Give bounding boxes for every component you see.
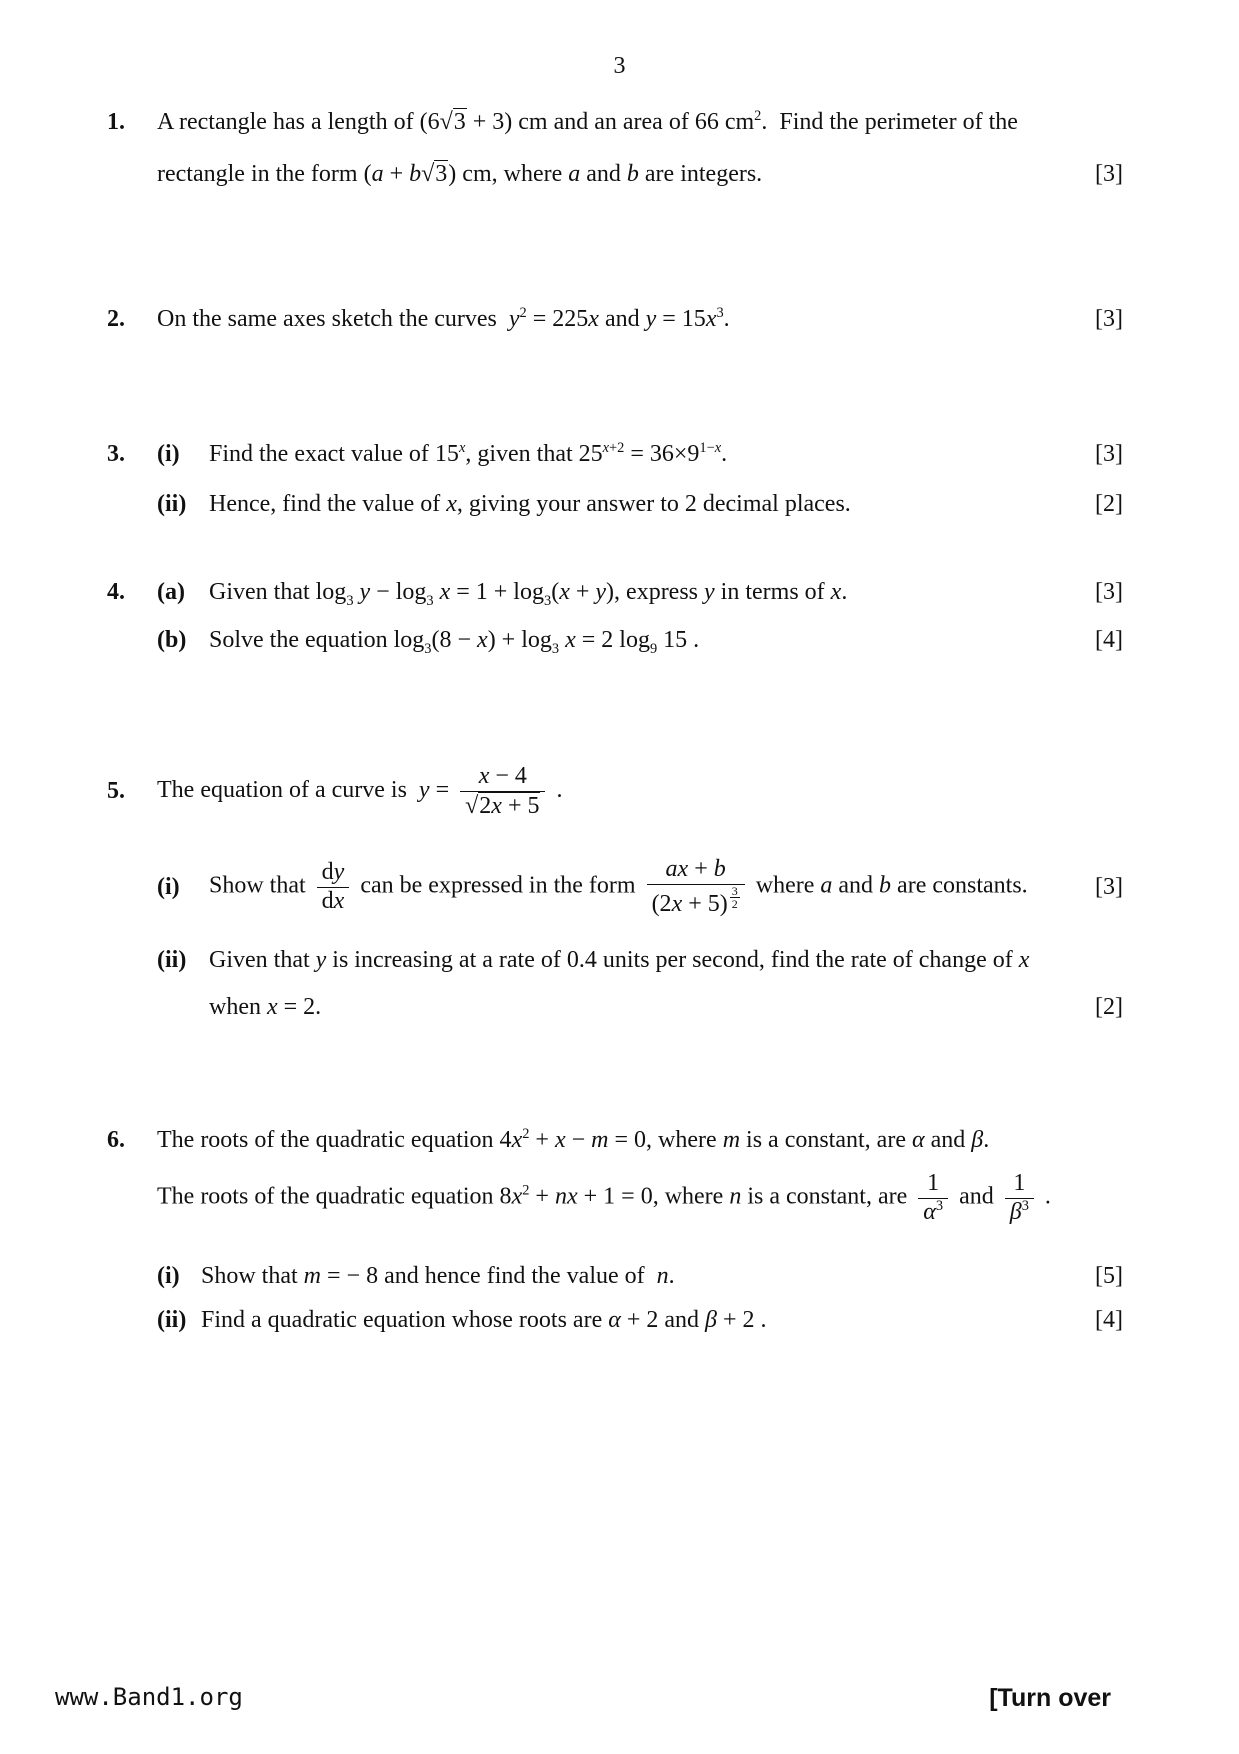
question-6-part-i-marks: [5] xyxy=(1095,1263,1123,1289)
question-3-part-ii xyxy=(107,488,1123,520)
question-3-part-ii-marks: [2] xyxy=(1095,491,1123,517)
question-5-part-ii-line-1 xyxy=(107,944,1123,976)
question-1-text-line-2: rectangle in the form (a + b√3) cm, where a and b are integers. xyxy=(157,161,763,187)
question-6-part-i xyxy=(107,1260,1123,1292)
question-4-part-b-text: Solve the equation $\log_3(8 - x) + \log_3 x = 2$ $\log_9 15$ . xyxy=(209,627,700,657)
question-3-part-ii-text: Hence, find the value of x, giving your answer to 2 decimal places. xyxy=(209,491,851,517)
question-1-line-1 xyxy=(107,106,1123,138)
question-4-part-a-label: (a) xyxy=(157,579,185,605)
question-2-number: 2. xyxy=(107,306,125,332)
question-6-part-i-label: (i) xyxy=(157,1263,180,1289)
question-6-part-ii-marks: [4] xyxy=(1095,1307,1123,1333)
question-6-intro-text-2: The roots of the quadratic equation $8x^2$ + nx + 1 = 0, where n is a constant, are $\frac{1}{\alpha^3}$ and $\frac{1}{\beta^3}$ . xyxy=(157,1170,1051,1225)
question-2-marks: [3] xyxy=(1095,306,1123,332)
question-2-line xyxy=(107,303,1123,335)
question-3-part-i-label: (i) xyxy=(157,441,180,467)
question-6-intro-text-1: The roots of the quadratic equation $4x^2 + x - m = 0$, where m is a constant, are α and β. xyxy=(157,1126,990,1153)
question-3-part-i-text: Find the exact value of 15$^x$, given that $25^{x+2} = 36\times 9^{1-x}$. xyxy=(209,440,728,467)
question-5-part-ii-line-2 xyxy=(107,991,1123,1023)
question-5-part-i xyxy=(107,856,1123,918)
page-number: 3 xyxy=(613,53,626,79)
question-5-part-ii-label: (ii) xyxy=(157,947,187,973)
question-6-part-ii xyxy=(107,1304,1123,1336)
question-6-intro-line-1 xyxy=(107,1124,1123,1156)
question-4-part-a-marks: [3] xyxy=(1095,579,1123,605)
question-5-part-ii-text: Given that y is increasing at a rate of 0.4 units per second, find the rate of change of x xyxy=(209,947,1030,973)
question-5-part-ii-marks: [2] xyxy=(1095,994,1123,1020)
question-6-number: 6. xyxy=(107,1127,125,1153)
question-3-part-ii-label: (ii) xyxy=(157,491,187,517)
question-6-part-ii-text: Find a quadratic equation whose roots are α + 2 and β + 2 . xyxy=(201,1307,767,1333)
question-4-number: 4. xyxy=(107,579,125,605)
question-1-line-2 xyxy=(107,158,1123,190)
question-5-part-i-text: Show that $\frac{dy}{dx}$ can be expressed in the form ax + b (2x + 5) $\frac{3}{2}$ where a and b are constants. xyxy=(209,856,1028,917)
question-4-part-b-label: (b) xyxy=(157,627,187,653)
question-3-part-i xyxy=(107,438,1123,470)
footer-website-text: www.Band1.org xyxy=(55,1683,243,1711)
question-3-number: 3. xyxy=(107,441,125,467)
question-6-intro-line-2 xyxy=(107,1170,1123,1226)
question-3-part-i-marks: [3] xyxy=(1095,441,1123,467)
question-2-text: On the same axes sketch the curves $y^2 = 225x$ and $y = 15x^3$. xyxy=(157,305,730,332)
question-5-part-i-marks: [3] xyxy=(1095,873,1123,900)
question-4-part-a-text: Given that $\log_3 y - \log_3 x = 1 + \log_3(x + y)$, express y in terms of x. xyxy=(209,579,848,609)
question-4-part-b-marks: [4] xyxy=(1095,627,1123,653)
question-1-marks: [3] xyxy=(1095,161,1123,187)
question-5-part-ii-text-line-2: when x = 2. xyxy=(209,994,322,1020)
question-5-number: 5. xyxy=(107,778,125,805)
turn-over-label: [Turn over xyxy=(989,1684,1111,1712)
question-1-number: 1. xyxy=(107,109,125,135)
question-4-part-b xyxy=(107,624,1123,656)
question-4-part-a xyxy=(107,576,1123,608)
question-5-intro-text: The equation of a curve is y = $\frac{x - 4}{√2x + 5}$ . xyxy=(157,763,563,819)
question-5-part-i-label: (i) xyxy=(157,873,180,900)
question-6-part-ii-label: (ii) xyxy=(157,1307,187,1333)
question-6-part-i-text: Show that m = − 8 and hence find the value of n. xyxy=(201,1263,675,1289)
question-5-intro xyxy=(107,763,1123,820)
question-1-text-line-1: A rectangle has a length of (6√3 + 3) cm and an area of 66 $cm^2$. Find the perimeter of the xyxy=(157,108,1018,135)
